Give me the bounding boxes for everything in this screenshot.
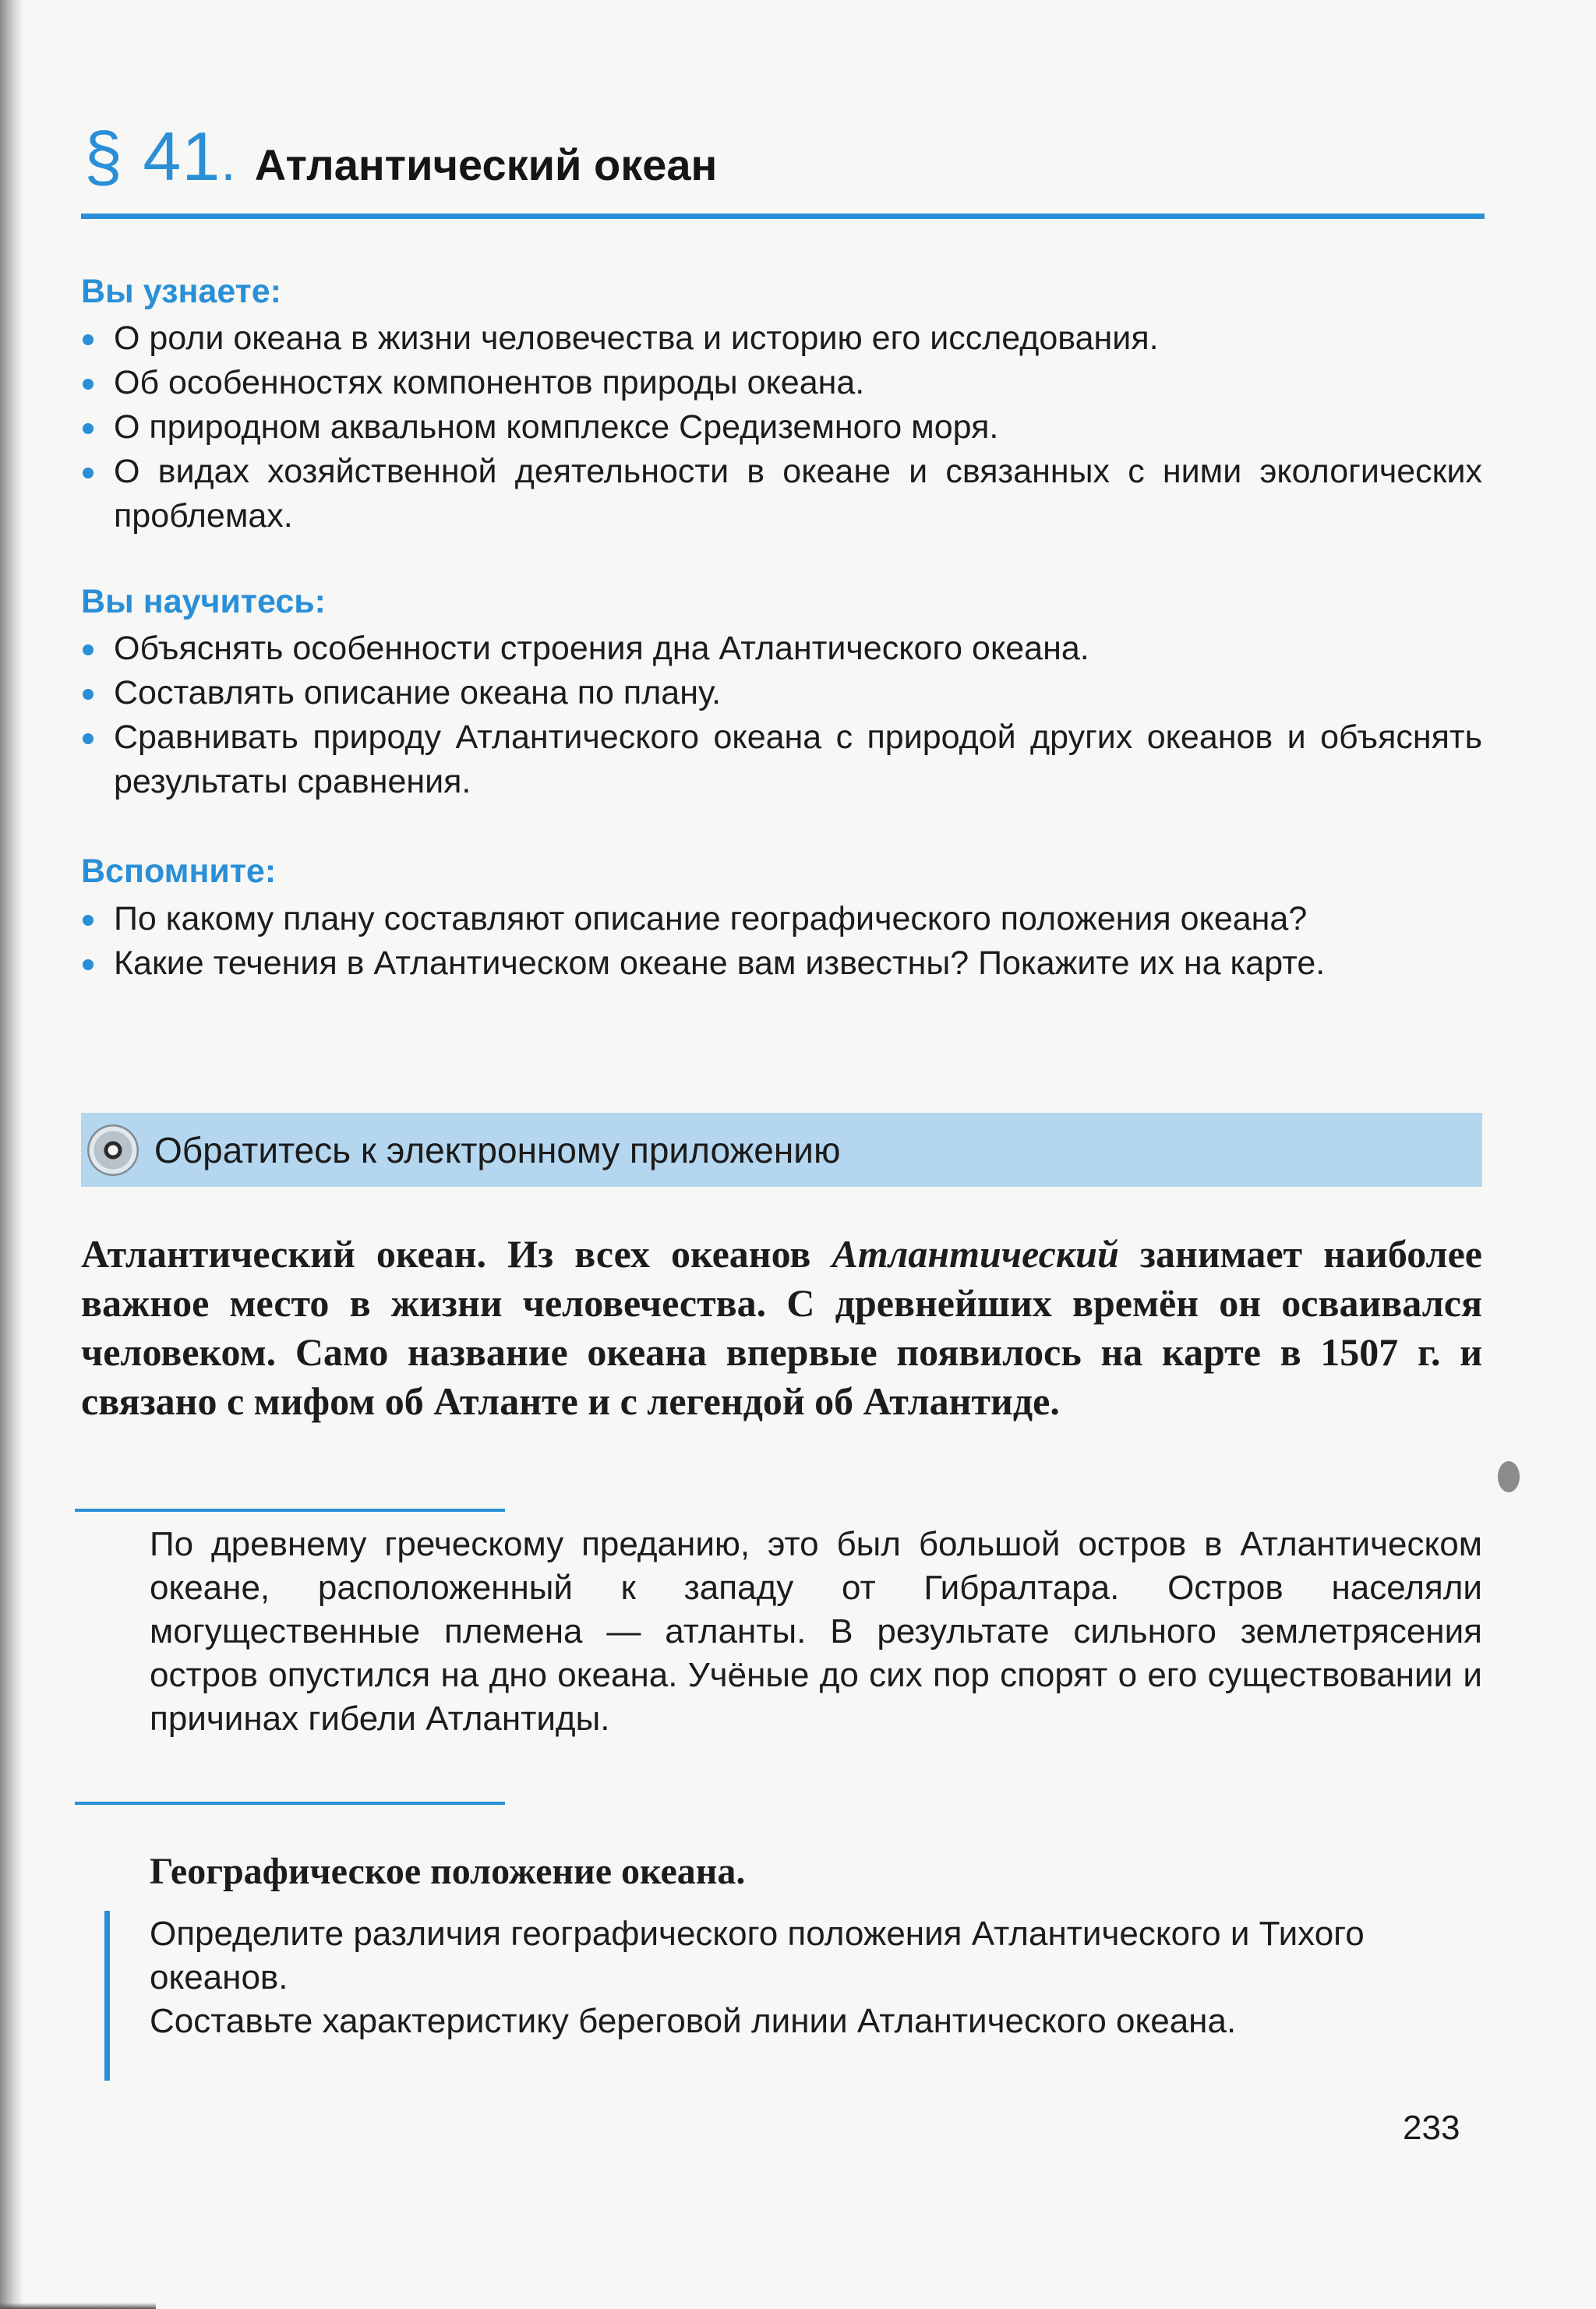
paragraph-lead: Атлантический океан. xyxy=(81,1232,486,1276)
paragraph-emphasis: Атлантический xyxy=(832,1232,1119,1276)
skills-list xyxy=(81,627,1482,804)
task-2: Составьте характеристику береговой линии Атлантического океана. xyxy=(150,2002,1237,2040)
learn-item: О природном аквальном комплексе Средиземного моря. xyxy=(81,405,1482,450)
task-1: Определите различия географического положения Атлантического и Тихого океанов. xyxy=(150,1915,1365,1997)
section-heading xyxy=(84,117,1485,203)
geo-position-title: Географическое положение океана. xyxy=(150,1851,746,1892)
electronic-supplement-label: Обратитесь к электронному приложению xyxy=(154,1129,841,1170)
skills-item: Составлять описание океана по плану. xyxy=(81,671,1482,715)
skills-item: Объяснять особенности строения дна Атлантического океана. xyxy=(81,627,1482,671)
atlantis-note: По древнему греческому преданию, это был большой остров в Атлантическом океане, расположенный к западу от Гибралтара. Остров населяли могущественные племена — атланты. В результате сильного землетрясения остров опустился на дно океана. Учёные до сих пор спорят о его существовании и причинах гибели Атлантиды. xyxy=(150,1525,1482,1738)
title-divider xyxy=(81,214,1485,219)
cd-disc-icon xyxy=(87,1124,139,1176)
learn-header: Вы узнаете: xyxy=(81,273,281,310)
skills-header: Вы научитесь: xyxy=(81,583,326,620)
page-number: 233 xyxy=(1403,2109,1460,2147)
learn-item: О роли океана в жизни человечества и историю его исследования. xyxy=(81,316,1482,361)
note-top-rule xyxy=(75,1509,505,1512)
learn-item: О видах хозяйственной деятельности в океане и связанных с ними экологических проблемах. xyxy=(81,450,1482,538)
paragraph-text-2: занимает наиболее важное место в жизни человечества. С древнейших времён он осваивался человеком. Само название океана впервые появилось на карте в 1507 г. и связано с мифом об Атланте и с легендой об Атлантиде. xyxy=(81,1232,1482,1423)
recall-list xyxy=(81,897,1482,986)
recall-item: Какие течения в Атлантическом океане вам известны? Покажите их на карте. xyxy=(81,941,1482,986)
note-bottom-rule xyxy=(75,1802,505,1805)
learn-list xyxy=(81,316,1482,538)
section-number: § 41 xyxy=(84,118,221,195)
main-paragraph xyxy=(81,1230,1482,1426)
paper-speck xyxy=(1498,1461,1520,1492)
paragraph-text-1: Из всех океанов xyxy=(486,1232,832,1276)
page-binding-shadow xyxy=(0,0,23,2309)
recall-item: По какому плану составляют описание географического положения океана? xyxy=(81,897,1482,941)
page-edge-shadow xyxy=(0,2303,156,2309)
learn-item: Об особенностях компонентов природы океана. xyxy=(81,361,1482,405)
section-dot: . xyxy=(221,131,236,192)
skills-item: Сравнивать природу Атлантического океана с природой других океанов и объяснять результаты сравнения. xyxy=(81,715,1482,804)
task-marker-bar xyxy=(104,1911,110,2081)
electronic-supplement-band[interactable] xyxy=(81,1113,1482,1187)
recall-header: Вспомните: xyxy=(81,853,277,890)
section-title: Атлантический океан xyxy=(254,140,718,189)
